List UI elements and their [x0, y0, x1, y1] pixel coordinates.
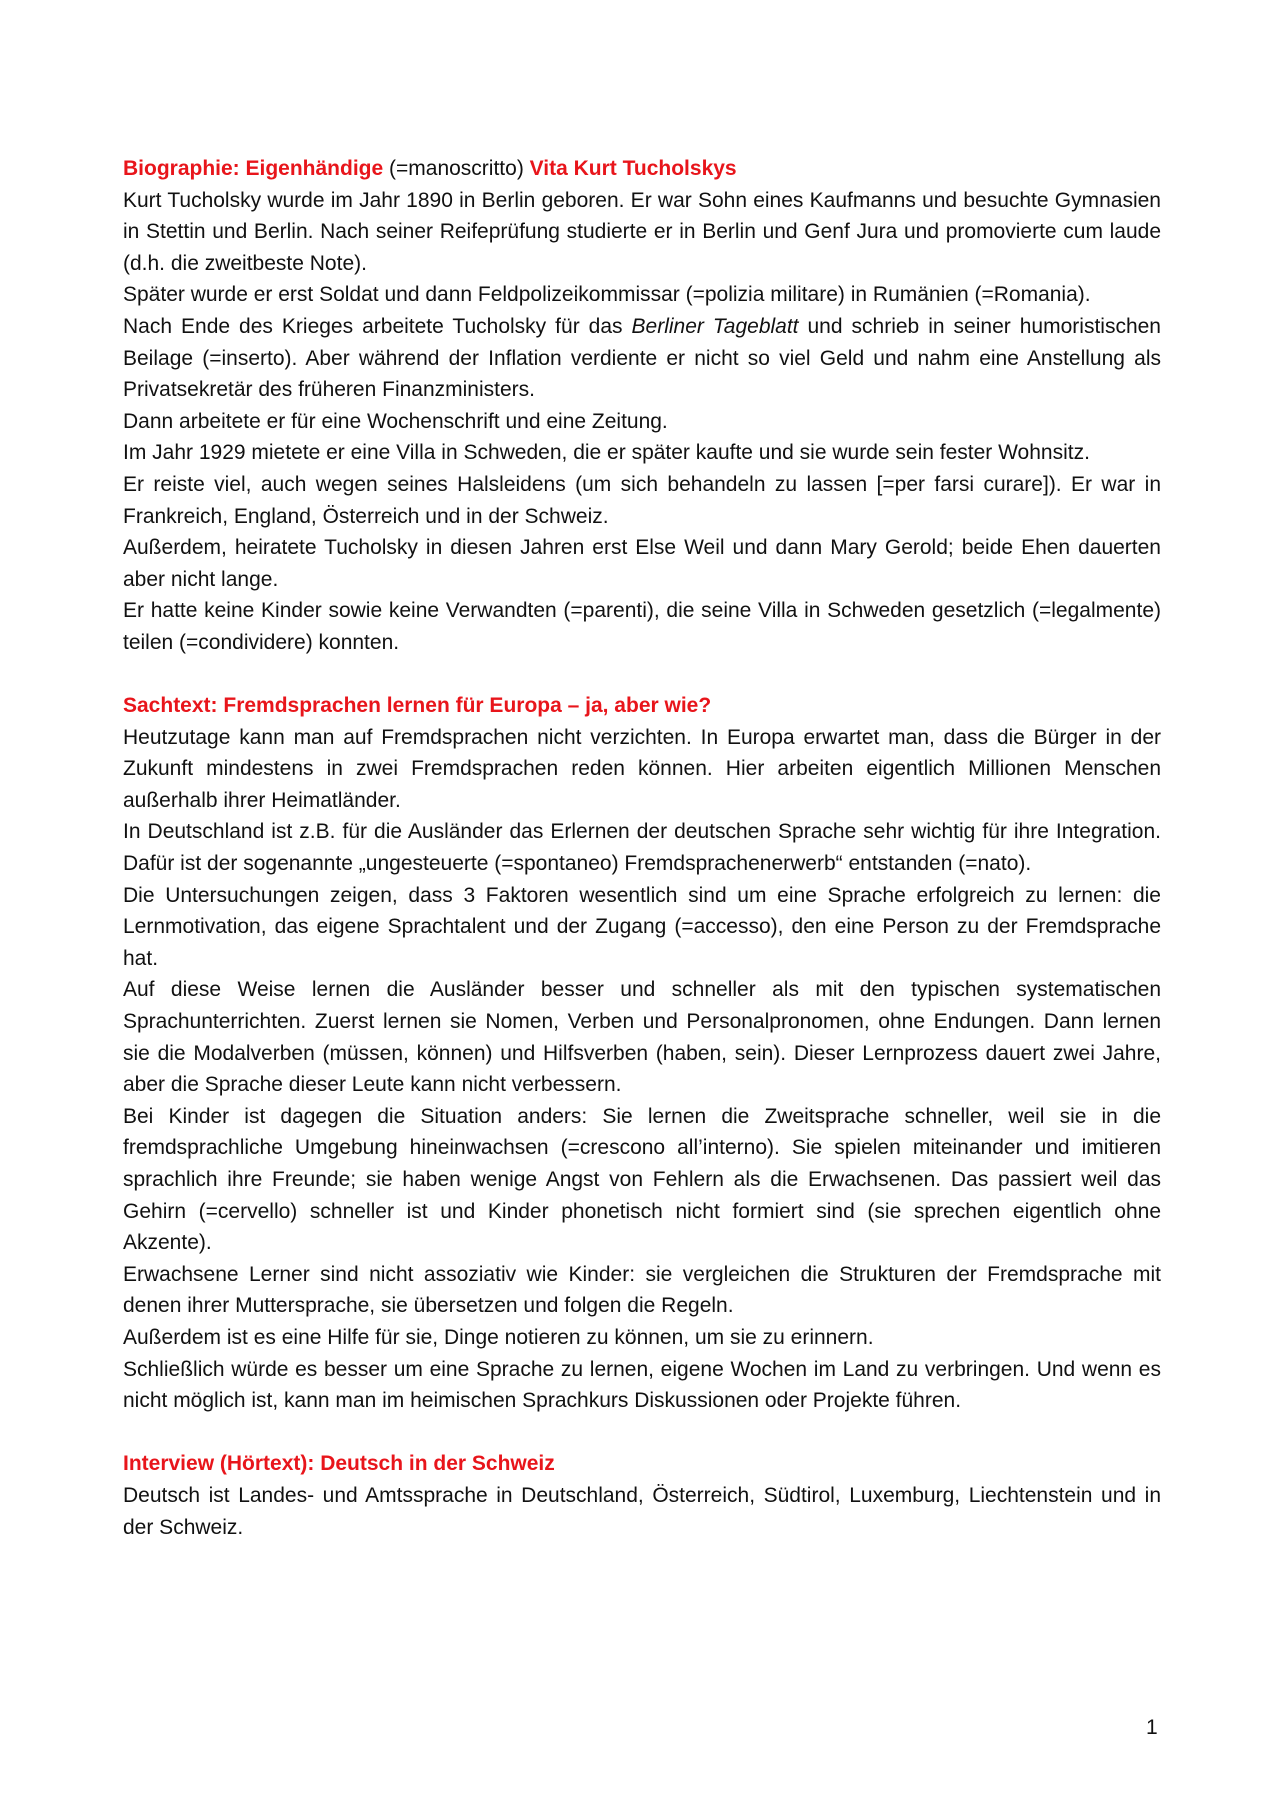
paragraph: Er reiste viel, auch wegen seines Halsleidens (um sich behandeln zu lassen [=per farsi curare]). Er war in Frankreich, England, Österreich und in der Schweiz.	[123, 472, 1161, 528]
paragraph: Deutsch ist Landes- und Amtssprache in Deutschland, Österreich, Südtirol, Luxemburg, Liechtenstein und in der Schweiz.	[123, 1483, 1161, 1539]
section-biographie	[123, 153, 1161, 659]
paragraph	[123, 311, 1161, 406]
paragraph: Die Untersuchungen zeigen, dass 3 Faktoren wesentlich sind um eine Sprache erfolgreich zu lernen: die Lernmotivation, das eigene Sprachtalent und der Zugang (=accesso), den eine Person zu der Fremdsprache hat.	[123, 883, 1161, 970]
section-heading: Interview (Hörtext): Deutsch in der Schweiz	[123, 1452, 555, 1476]
paragraph: Kurt Tucholsky wurde im Jahr 1890 in Berlin geboren. Er war Sohn eines Kaufmanns und besuchte Gymnasien in Stettin und Berlin. Nach seiner Reifeprüfung studierte er in Berlin und Genf Jura und promovierte cum laude (d.h. die zweitbeste Note).	[123, 188, 1161, 275]
paragraph: Dann arbeitete er für eine Wochenschrift und eine Zeitung.	[123, 409, 668, 433]
paragraph: Schließlich würde es besser um eine Sprache zu lernen, eigene Wochen im Land zu verbringen. Und wenn es nicht möglich ist, kann man im heimischen Sprachkurs Diskussionen oder Projekte führen.	[123, 1357, 1161, 1413]
paragraph: Im Jahr 1929 mietete er eine Villa in Schweden, die er später kaufte und sie wurde sein fester Wohnsitz.	[123, 441, 1090, 465]
section-interview	[123, 1448, 1161, 1543]
heading-part-3: Vita Kurt Tucholskys	[529, 157, 737, 180]
paragraph: Bei Kinder ist dagegen die Situation anders: Sie lernen die Zweitsprache schneller, weil sie in die fremdsprachliche Umgebung hineinwachsen (=crescono all’interno). Sie spielen miteinander und imitieren sprachlich ihre Freunde; sie haben wenige Angst von Fehlern als die Erwachsenen. Das passiert weil das Gehirn (=cervello) schneller ist und Kinder phonetisch nicht formiert sind (sie sprechen eigentlich ohne Akzente).	[123, 1104, 1161, 1255]
paragraph: Er hatte keine Kinder sowie keine Verwandten (=parenti), die seine Villa in Schweden gesetzlich (=legalmente) teilen (=condividere) konnten.	[123, 599, 1161, 654]
heading-part-2: (=manoscritto)	[383, 157, 530, 180]
paragraph: Außerdem, heiratete Tucholsky in diesen Jahren erst Else Weil und dann Mary Gerold; beide Ehen dauerten aber nicht lange.	[123, 536, 1161, 591]
section-sachtext	[123, 690, 1161, 1417]
paragraph: Erwachsene Lerner sind nicht assoziativ wie Kinder: sie vergleichen die Strukturen der Fremdsprache mit denen ihrer Muttersprache, sie übersetzen und folgen die Regeln.	[123, 1262, 1161, 1318]
section-heading	[123, 153, 1161, 185]
paragraph-text: Nach Ende des Krieges arbeitete Tucholsky für das	[123, 314, 632, 338]
page-number: 1	[1146, 1716, 1158, 1739]
paragraph: Heutzutage kann man auf Fremdsprachen nicht verzichten. In Europa erwartet man, dass die Bürger in der Zukunft mindestens in zwei Fremdsprachen reden können. Hier arbeiten eigentlich Millionen Menschen außerhalb ihrer Heimatländer.	[123, 725, 1161, 812]
document-page	[123, 153, 1161, 1543]
paragraph: Auf diese Weise lernen die Ausländer besser und schneller als mit den typischen systematischen Sprachunterrichten. Zuerst lernen sie Nomen, Verben und Personalpronomen, ohne Endungen. Dann lernen sie die Modalverben (müssen, können) und Hilfsverben (haben, sein). Dieser Lernprozess dauert zwei Jahre, aber die Sprache dieser Leute kann nicht verbessern.	[123, 978, 1161, 1097]
paragraph: Außerdem ist es eine Hilfe für sie, Dinge notieren zu können, um sie zu erinnern.	[123, 1325, 874, 1349]
paragraph: Später wurde er erst Soldat und dann Feldpolizeikommissar (=polizia militare) in Rumänien (=Romania).	[123, 283, 1091, 307]
newspaper-title: Berliner Tageblatt	[631, 314, 799, 338]
paragraph: In Deutschland ist z.B. für die Ausländer das Erlernen der deutschen Sprache sehr wichtig für ihre Integration. Dafür ist der sogenannte „ungesteuerte (=spontaneo) Fremdsprachenerwerb“ entstanden (=nato).	[123, 820, 1161, 876]
section-heading: Sachtext: Fremdsprachen lernen für Europa – ja, aber wie?	[123, 694, 712, 718]
heading-part-1: Biographie: Eigenhändige	[123, 157, 384, 180]
paragraph-text: und schrieb in seiner humoristischen Beilage (=inserto). Aber während der Inflation verdiente er nicht so viel Geld und nahm eine Anstellung als Privatsekretär des früheren Finanzministers.	[123, 314, 1161, 402]
